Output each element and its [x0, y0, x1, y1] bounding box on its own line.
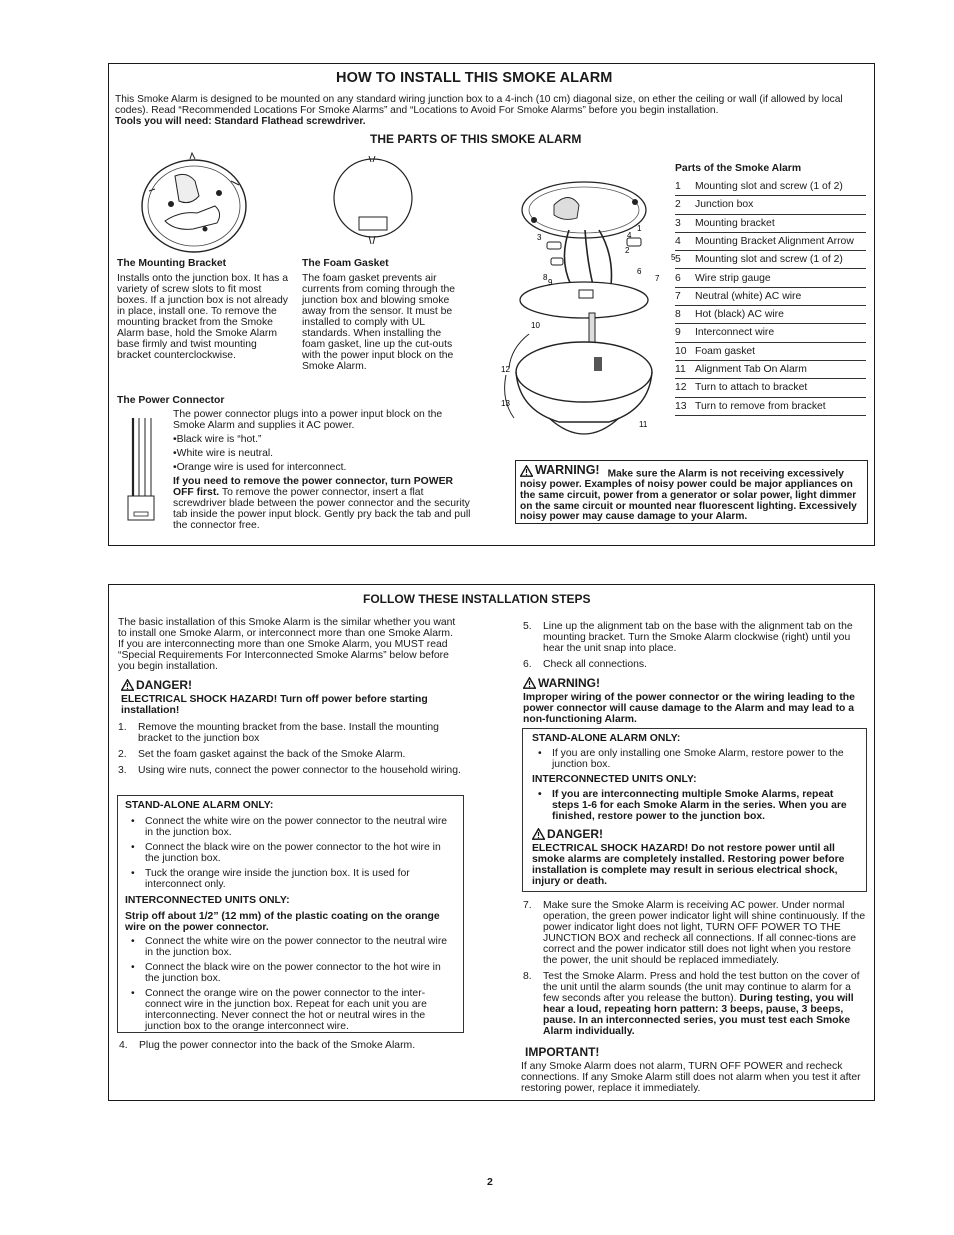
part-label: Wire strip gauge	[695, 272, 771, 284]
part-number: 4	[675, 235, 681, 247]
part-label: Mounting bracket	[695, 217, 775, 229]
part-label: Mounting slot and screw (1 of 2)	[695, 181, 843, 192]
parts-list-title: Parts of the Smoke Alarm	[675, 163, 802, 174]
callout-10: 10	[531, 321, 540, 330]
part-label: Mounting slot and screw (1 of 2)	[695, 254, 843, 266]
step-number: 1.	[118, 722, 127, 733]
callout-12: 12	[501, 365, 510, 374]
page-number: 2	[487, 1176, 493, 1188]
warning-header	[520, 464, 600, 477]
power-connector-description	[173, 409, 473, 531]
parts-row	[675, 343, 866, 361]
exploded-assembly-diagram	[499, 160, 679, 450]
part-label: Turn to attach to bracket	[695, 382, 808, 394]
step-number: 8.	[523, 971, 532, 983]
step-number: 7.	[523, 900, 532, 911]
steps-title: FOLLOW THESE INSTALLATION STEPS	[363, 592, 591, 606]
part-label: Neutral (white) AC wire	[695, 290, 802, 302]
list-item: • Connect the white wire on the power connector to the neutral wire in the junction box.	[131, 816, 448, 839]
tools-needed: Tools you will need: Standard Flathead screwdriver.	[115, 115, 366, 127]
interconnected-heading: INTERCONNECTED UNITS ONLY:	[125, 895, 290, 907]
warning-triangle-icon	[520, 465, 533, 477]
callout-2: 2	[625, 246, 630, 255]
power-connector-heading: The Power Connector	[117, 395, 225, 406]
standalone-heading: STAND-ALONE ALARM ONLY:	[532, 733, 681, 744]
part-label: Hot (black) AC wire	[695, 309, 784, 321]
list-item: • Connect the black wire on the power connector to the hot wire in the junction box.	[131, 962, 441, 985]
list-item: • Tuck the orange wire inside the junction box. It is used for interconnect only.	[131, 868, 410, 891]
list-item	[523, 659, 868, 670]
black-wire-note: •Black wire is “hot.”	[173, 434, 262, 446]
parts-row	[675, 306, 866, 324]
parts-row	[675, 233, 866, 251]
mounting-bracket-heading: The Mounting Bracket	[117, 258, 227, 269]
part-number: 6	[675, 272, 681, 284]
warning-text: Improper wiring of the power connector or the wiring leading to the power connector will cause damage to the Alarm and may lead to a non-functioning Alarm.	[523, 691, 855, 725]
important-label: IMPORTANT!	[525, 1045, 600, 1059]
list-item: • If you are only installing one Smoke Alarm, restore power to the junction box.	[538, 748, 844, 771]
part-label: Mounting Bracket Alignment Arrow	[695, 235, 854, 247]
mounting-bracket-illustration	[135, 151, 253, 255]
part-label: Turn to remove from bracket	[695, 400, 826, 412]
callout-6: 6	[637, 267, 642, 276]
list-item: • If you are interconnecting multiple Smoke Alarms, repeat steps 1-6 for each Smoke Alarm in the series. When you are finished, restore power to the junction box.	[538, 789, 847, 823]
callout-11: 11	[639, 420, 648, 429]
step-text: Test the Smoke Alarm. Press and hold the test button on the cover of the unit until the alarm sounds (the unit may continue to alarm for a few seconds after you release the button).	[543, 971, 860, 1005]
warning-label: WARNING!	[538, 676, 600, 690]
parts-row	[675, 379, 866, 397]
part-number: 12	[675, 382, 687, 394]
part-number: 10	[675, 345, 687, 357]
step-number: 3.	[118, 765, 127, 777]
parts-row	[675, 361, 866, 379]
part-number: 1	[675, 181, 681, 192]
parts-row	[675, 251, 866, 269]
part-number: 7	[675, 290, 681, 302]
bullet-text: If you are only installing one Smoke Alarm, restore power to the junction box.	[552, 748, 844, 771]
noisy-power-warning-box	[515, 460, 868, 524]
parts-row	[675, 324, 866, 342]
install-intro	[115, 95, 867, 127]
mounting-bracket-description	[117, 258, 293, 361]
part-label: Interconnect wire	[695, 327, 775, 339]
remove-connector-text: To remove the power connector, insert a flat screwdriver blade between the power connector and the security tab inside the power input block. Gently pry back the tab and pull the connector free.	[173, 487, 471, 532]
warning-triangle-icon	[523, 677, 536, 689]
part-number: 5	[675, 254, 681, 266]
part-label: Foam gasket	[695, 345, 756, 357]
callout-8: 8	[543, 273, 548, 282]
part-number: 13	[675, 400, 687, 412]
list-item	[523, 971, 868, 1037]
step-number: 4.	[119, 1040, 128, 1051]
bullet-text: Connect the black wire on the power connector to the hot wire in the junction box.	[145, 962, 441, 985]
wiring-box	[117, 795, 464, 1033]
list-item: • Connect the white wire on the power connector to the neutral wire in the junction box.	[131, 936, 448, 959]
standalone-heading: STAND-ALONE ALARM ONLY:	[125, 800, 274, 811]
callout-4: 4	[627, 231, 632, 240]
test-pattern-note: During testing, you will hear a loud, repeating horn pattern: 3 beeps, pause, 3 beeps, pause. In an interconnected series, you must test each Smoke Alarm individually.	[543, 993, 854, 1038]
danger-notice-1	[121, 679, 461, 716]
install-panel	[108, 63, 875, 546]
parts-row	[675, 196, 866, 214]
important-notice	[521, 1046, 869, 1094]
warning-label: WARNING!	[535, 463, 600, 477]
orange-wire-note: •Orange wire is used for interconnect.	[173, 462, 347, 474]
danger-label: DANGER!	[136, 678, 192, 692]
interconnected-heading: INTERCONNECTED UNITS ONLY:	[532, 774, 697, 786]
part-number: 11	[675, 364, 686, 375]
warning-header	[523, 677, 868, 690]
parts-row	[675, 270, 866, 288]
parts-row	[675, 215, 866, 233]
steps-list-1-3	[118, 722, 463, 781]
steps-list-5-6	[523, 621, 868, 675]
list-item	[119, 1040, 464, 1051]
list-item	[523, 900, 868, 966]
part-number: 9	[675, 327, 681, 339]
parts-title: THE PARTS OF THIS SMOKE ALARM	[370, 132, 582, 146]
step-text: Check all connections.	[543, 659, 647, 671]
step-text: Using wire nuts, connect the power connector to the household wiring.	[138, 765, 461, 777]
important-text: If any Smoke Alarm does not alarm, TURN OFF POWER and recheck connections. If any Smoke Alarm still does not alarm when you test it after restoring power, replace it immediately.	[521, 1060, 861, 1094]
power-connector-text: The power connector plugs into a power input block on the Smoke Alarm and supplies it AC power.	[173, 409, 443, 432]
restore-power-box	[522, 728, 867, 892]
callout-1: 1	[637, 224, 642, 233]
bullet-text: If you are interconnecting multiple Smoke Alarms, repeat steps 1-6 for each Smoke Alarm in the series. When you are finished, restore power to the junction box.	[552, 789, 847, 823]
danger-text: ELECTRICAL SHOCK HAZARD! Do not restore power until all smoke alarms are completely installed. Restoring power before installation is complete may result in serious electrical shock, injury or death.	[532, 842, 845, 887]
bullet-text: Tuck the orange wire inside the junction box. It is used for interconnect only.	[145, 868, 410, 891]
list-item: • Connect the black wire on the power connector to the hot wire in the junction box.	[131, 842, 441, 865]
steps-intro: The basic installation of this Smoke Alarm is the similar whether you want to install one Smoke Alarm, or interconnect more than one Smoke Alarm. If you are interconnecting more than one Smoke Alarm, you MUST read “Special Requirements For Interconnected Smoke Alarms” below before you begin installation.	[118, 617, 456, 673]
install-intro-text: This Smoke Alarm is designed to be mounted on any standard wiring junction box to a 4-inch (10 cm) diagonal size, on ether the ceiling or wall (if allowed by local codes). Read “Recommended Locations For Smoke Alarms” and “Locations to Avoid For Smoke Alarms” before you begin installation.	[115, 94, 843, 116]
bullet-text: Connect the white wire on the power connector to the neutral wire in the junction box.	[145, 936, 448, 959]
warning-triangle-icon	[532, 828, 545, 840]
callout-9: 9	[548, 278, 553, 287]
foam-gasket-text: The foam gasket prevents air currents from coming through the junction box and blowing smoke away from the sensor. It must be installed to comply with UL standards. When installing the foam gasket, line up the cut-outs with the power input block on the Smoke Alarm.	[302, 273, 456, 373]
danger-text: ELECTRICAL SHOCK HAZARD! Turn off power before starting installation!	[121, 693, 428, 716]
list-item	[523, 621, 868, 654]
parts-row	[675, 178, 866, 196]
wiring-warning	[523, 677, 868, 725]
warning-triangle-icon	[121, 679, 134, 691]
install-title: HOW TO INSTALL THIS SMOKE ALARM	[336, 70, 613, 86]
callout-13: 13	[501, 399, 510, 408]
step-text: Remove the mounting bracket from the base. Install the mounting bracket to the junction box	[138, 722, 439, 745]
bullet-text: Connect the black wire on the power connector to the hot wire in the junction box.	[145, 842, 441, 865]
strip-instruction: Strip off about 1/2” (12 mm) of the plastic coating on the orange wire on the power connector.	[125, 911, 440, 934]
mounting-bracket-text: Installs onto the junction box. It has a variety of screw slots to fit most boxes. If a junction box is not already in place, install one. To remove the mounting bracket from the Smoke Alarm base, hold the Smoke Alarm base firmly and twist mounting bracket counterclockwise.	[117, 273, 288, 362]
step-text: Set the foam gasket against the back of the Smoke Alarm.	[138, 749, 406, 761]
step-number: 6.	[523, 659, 532, 671]
danger-header	[532, 828, 858, 841]
step-text: Line up the alignment tab on the base with the alignment tab on the mounting bracket. Turn the Smoke Alarm clockwise (right) until you hear the unit snap into place.	[543, 621, 853, 655]
bullet-text: Connect the orange wire on the power connector to the inter-connect wire in the junction box. Repeat for each unit you are interconnecting. Never connect the hot or neutral wires in the junction box to the orange interconnect wire.	[145, 988, 427, 1033]
callout-7: 7	[655, 274, 660, 283]
foam-gasket-illustration	[331, 154, 415, 252]
installation-steps-panel	[108, 584, 875, 1101]
parts-row	[675, 288, 866, 306]
steps-list-7-8	[523, 900, 868, 1042]
part-label: Junction box	[695, 199, 754, 211]
part-number: 8	[675, 309, 681, 321]
part-label: Alignment Tab On Alarm	[695, 364, 807, 375]
danger-header	[121, 679, 461, 692]
step-number: 2.	[118, 749, 127, 761]
white-wire-note: •White wire is neutral.	[173, 448, 274, 460]
power-connector-illustration	[125, 418, 159, 522]
part-number: 3	[675, 217, 681, 229]
list-item	[118, 749, 463, 760]
callout-3: 3	[537, 233, 542, 242]
parts-row	[675, 398, 866, 416]
list-item	[118, 722, 463, 744]
foam-gasket-description	[302, 258, 466, 372]
list-item	[118, 765, 463, 776]
foam-gasket-heading: The Foam Gasket	[302, 258, 389, 269]
step-4	[119, 1040, 464, 1056]
bullet-text: Connect the white wire on the power connector to the neutral wire in the junction box.	[145, 816, 448, 839]
step-text: Make sure the Smoke Alarm is receiving AC power. Under normal operation, the green power indicator light will shine continuously. If the power indicator light does not light, TURN OFF POWER TO THE JUNCTION BOX and recheck all connections. If all connec-tions are correct and the power indicator still does not light when you restore the power, the unit should be replaced immediately.	[543, 900, 866, 967]
danger-label: DANGER!	[547, 827, 603, 842]
warning-text: Make sure the Alarm is not receiving excessively noisy power. Examples of noisy power could be major appliances on the same circuit, power from a generator or solar power, light dimmer on the same circuit or mounted near fluorescent lighting. Excessively noisy power may cause damage to your Alarm.	[520, 468, 857, 523]
list-item: • Connect the orange wire on the power connector to the inter-connect wire in the junction box. Repeat for each unit you are interconnecting. Never connect the hot or neutral wires in the junction box to the orange interconnect wire.	[131, 988, 427, 1033]
step-number: 5.	[523, 621, 532, 632]
callout-5: 5	[671, 253, 676, 262]
power-off-warning: If you need to remove the power connector, turn POWER OFF first.	[173, 476, 454, 499]
part-number: 2	[675, 199, 681, 211]
step-text: Plug the power connector into the back of the Smoke Alarm.	[139, 1040, 416, 1051]
